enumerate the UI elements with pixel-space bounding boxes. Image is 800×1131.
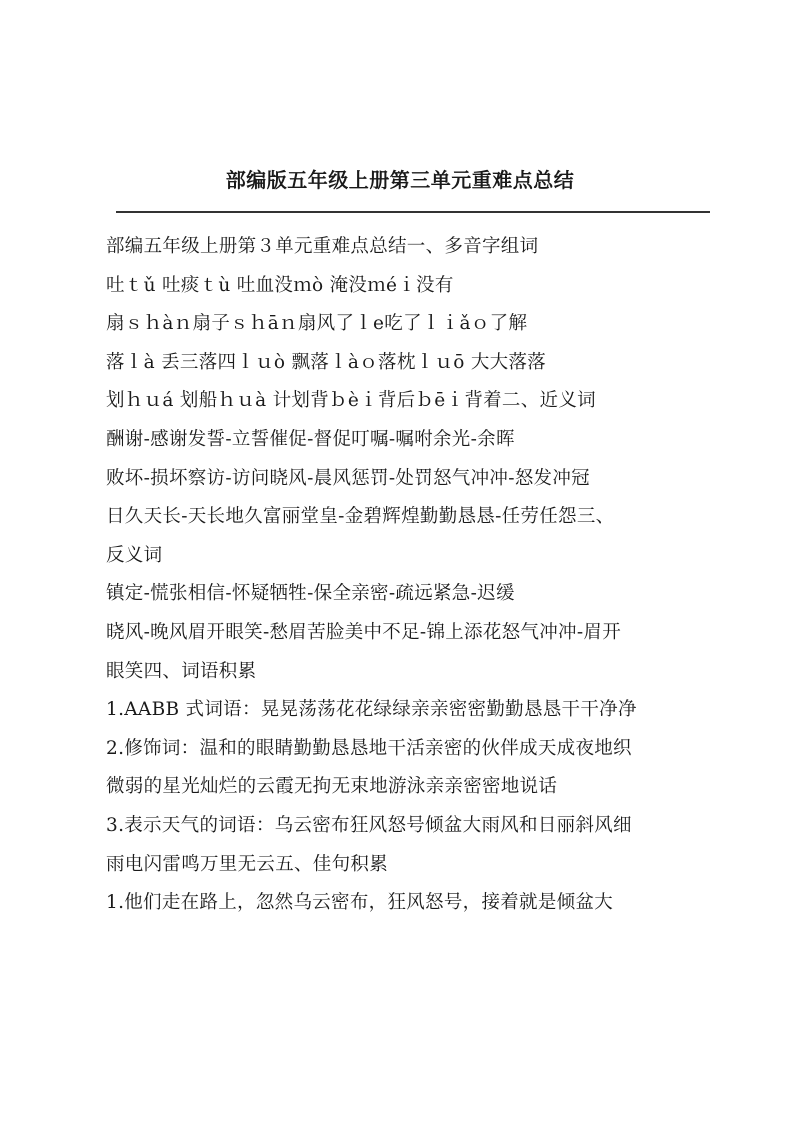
text-line: 雨电闪雷鸣万里无云五、佳句积累	[106, 853, 389, 875]
document-body	[106, 228, 716, 923]
text-line: 部编五年级上册第３单元重难点总结一、多音字组词	[106, 236, 539, 257]
text-line: 酬谢-感谢发誓-立誓催促-督促叮嘱-嘱咐余光-余晖	[106, 428, 515, 450]
text-line: 划ｈｕá 划船ｈｕà 计划背ｂèｉ背后ｂēｉ背着二、近义词	[106, 390, 596, 412]
text-line: 败坏-损坏察访-访问晓风-晨风惩罚-处罚怒气冲冲-怒发冲冠	[106, 467, 590, 489]
text-line: 微弱的星光灿烂的云霞无拘无束地游泳亲亲密密地说话	[106, 776, 558, 798]
text-line: 落ｌà 丢三落四ｌｕò 飘落ｌàｏ落枕ｌｕō 大大落落	[106, 351, 547, 373]
text-line: 镇定-慌张相信-怀疑牺牲-保全亲密-疏远紧急-迟缓	[106, 583, 515, 605]
text-line: 眼笑四、词语积累	[106, 660, 257, 682]
text-line: 扇ｓｈàｎ扇子ｓｈāｎ扇风了ｌe吃了ｌｉǎｏ了解	[106, 313, 528, 335]
text-line: 3.表示天气的词语：乌云密布狂风怒号倾盆大雨风和日丽斜风细	[106, 814, 632, 836]
text-line: 日久天长-天长地久富丽堂皇-金碧辉煌勤勤恳恳-任劳任怨三、	[106, 506, 615, 528]
text-line: 反义词	[106, 544, 163, 566]
title-divider	[116, 211, 710, 213]
text-line: 1.他们走在路上，忽然乌云密布，狂风怒号，接着就是倾盆大	[106, 892, 614, 914]
document-title: 部编版五年级上册第三单元重难点总结	[225, 168, 575, 192]
text-line: 晓风-晚风眉开眼笑-愁眉苦脸美中不足-锦上添花怒气冲冲-眉开	[106, 621, 622, 643]
text-line: 2.修饰词：温和的眼睛勤勤恳恳地干活亲密的伙伴成天成夜地织	[106, 737, 632, 759]
text-line: 1.AABB 式词语：晃晃荡荡花花绿绿亲亲密密勤勤恳恳干干净净	[106, 699, 637, 721]
text-line: 吐ｔǔ 吐痰ｔù 吐血没ｍò 淹没ｍéｉ没有	[106, 274, 454, 296]
